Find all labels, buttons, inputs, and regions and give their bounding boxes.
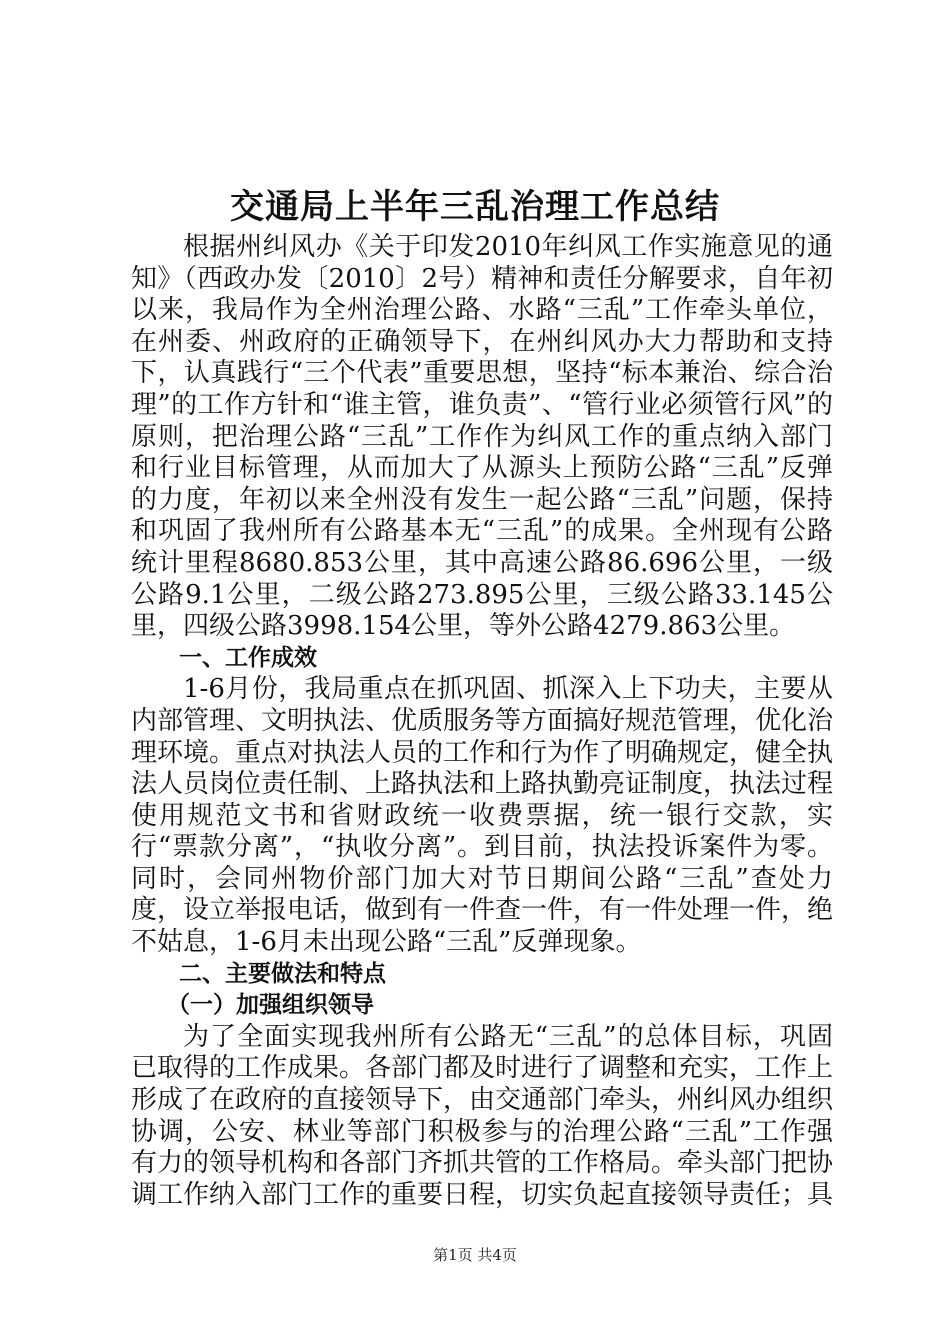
document-body [131, 232, 833, 1211]
section-heading-methods: 二、主要做法和特点 [179, 960, 386, 987]
intro-paragraph: 根据州纠风办《关于印发2010年纠风工作实施意见的通知》（西政办发〔2010〕2号）精神和责任分解要求，自年初以来，我局作为全州治理公路、水路“三乱”工作牵头单位，在州委、州政府的正确领导下，在州纠风办大力帮助和支持下，认真践行“三个代表”重要思想，坚持“标本兼治、综合治理”的工作方针和“谁主管，谁负责”、“管行业必须管行风”的原则，把治理公路“三乱”工作作为纠风工作的重点纳入部门和行业目标管理，从而加大了从源头上预防公路“三乱”反弹的力度，年初以来全州没有发生一起公路“三乱”问题，保持和巩固了我州所有公路基本无“三乱”的成果。全州现有公路统计里程8680.853公里，其中高速公路86.696公里，一级公路9.1公里，二级公路273.895公里，三级公路33.145公里，四级公路3998.154公里，等外公路4279.863公里。 [131, 232, 833, 642]
page-footer: 第1页 共4页 [433, 1246, 517, 1264]
document-title: 交通局上半年三乱治理工作总结 [230, 187, 720, 227]
subsection-heading-organization: （一）加强组织领导 [167, 992, 374, 1019]
section-heading-results: 一、工作成效 [179, 644, 317, 671]
organization-paragraph: 为了全面实现我州所有公路无“三乱”的总体目标，巩固已取得的工作成果。各部门都及时进行了调整和充实，工作上形成了在政府的直接领导下，由交通部门牵头，州纠风办组织协调，公安、林业等部门积极参与的治理公路“三乱”工作强有力的领导机构和各部门齐抓共管的工作格局。牵头部门把协调工作纳入部门工作的重要日程，切实负起直接领导责任；具 [131, 1021, 834, 1210]
results-paragraph: 1-6月份，我局重点在抓巩固、抓深入上下功夫，主要从内部管理、文明执法、优质服务等方面搞好规范管理，优化治理环境。重点对执法人员的工作和行为作了明确规定，健全执法人员岗位责任制、上路执法和上路执勤亮证制度，执法过程使用规范文书和省财政统一收费票据，统一银行交款，实行“票款分离”，“执收分离”。到目前，执法投诉案件为零。同时，会同州物价部门加大对节日期间公路“三乱”查处力度，设立举报电话，做到有一件查一件，有一件处理一件，绝不姑息，1-6月未出现公路“三乱”反弹现象。 [131, 674, 834, 958]
